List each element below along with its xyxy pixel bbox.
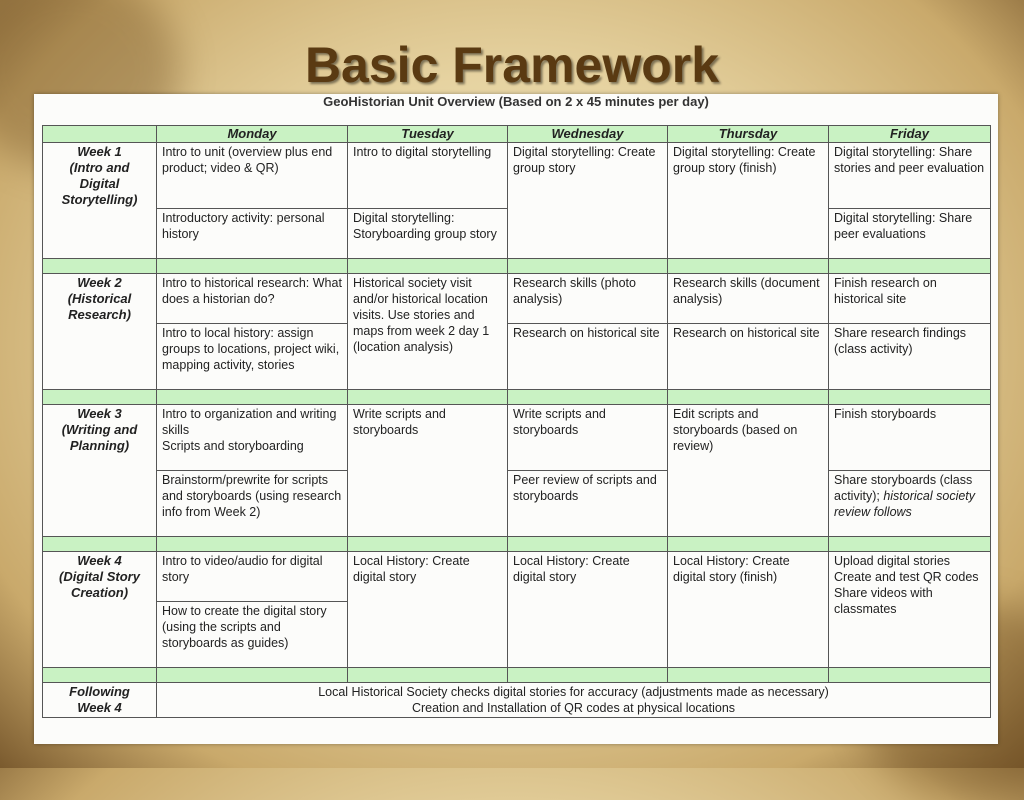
day-header: Friday [829, 126, 991, 143]
week-label: Week 2 (Historical Research) [43, 274, 157, 390]
cell: Research skills (document analysis) [668, 274, 829, 324]
cell: Write scripts and storyboards [348, 405, 508, 537]
cell: How to create the digital story (using the scripts and storyboards as guides) [157, 602, 348, 668]
cell: Finish storyboards [829, 405, 991, 471]
cell: Local History: Create digital story [508, 552, 668, 668]
cell: Finish research on historical site [829, 274, 991, 324]
week2-row-a [43, 274, 991, 324]
cell: Local History: Create digital story [348, 552, 508, 668]
cell: Digital storytelling: Create group story (finish) [668, 143, 829, 259]
cell: Intro to digital storytelling [348, 143, 508, 209]
header-row [43, 126, 991, 143]
cell: Intro to organization and writing skills Scripts and storyboarding [157, 405, 348, 471]
week-label: Following Week 4 [43, 683, 157, 718]
cell: Intro to local history: assign groups to locations, project wiki, mapping activity, stories [157, 324, 348, 390]
week-label: Week 3 (Writing and Planning) [43, 405, 157, 537]
cell: Digital storytelling: Share peer evaluations [829, 209, 991, 259]
cell: Share research findings (class activity) [829, 324, 991, 390]
day-header: Thursday [668, 126, 829, 143]
cell: Write scripts and storyboards [508, 405, 668, 471]
cell: Local History: Create digital story (finish) [668, 552, 829, 668]
table-title: GeoHistorian Unit Overview (Based on 2 x 45 minutes per day) [323, 94, 709, 109]
spacer-row [43, 537, 991, 552]
cell: Research skills (photo analysis) [508, 274, 668, 324]
cell: Share storyboards (class activity); historical society review follows [829, 471, 991, 537]
schedule-table [42, 125, 991, 718]
cell: Intro to video/audio for digital story [157, 552, 348, 602]
cell: Historical society visit and/or historical location visits. Use stories and maps from week 2 day 1 (location analysis) [348, 274, 508, 390]
following-row [43, 683, 991, 718]
cell: Digital storytelling: Create group story [508, 143, 668, 259]
slide-title: Basic Framework [304, 37, 720, 93]
spacer-row [43, 390, 991, 405]
schedule-sheet [34, 94, 998, 744]
week1-row-a [43, 143, 991, 209]
following-cell: Local Historical Society checks digital stories for accuracy (adjustments made as necessary) Creation and Installation of QR codes at physical locations [157, 683, 991, 718]
cell: Intro to unit (overview plus end product; video & QR) [157, 143, 348, 209]
cell: Digital storytelling: Share stories and peer evaluation [829, 143, 991, 209]
spacer-row [43, 259, 991, 274]
week4-row-a [43, 552, 991, 602]
cell: Peer review of scripts and storyboards [508, 471, 668, 537]
week3-row-a [43, 405, 991, 471]
cell: Research on historical site [508, 324, 668, 390]
day-header: Monday [157, 126, 348, 143]
cell: Intro to historical research: What does a historian do? [157, 274, 348, 324]
cell: Digital storytelling: Storyboarding group story [348, 209, 508, 259]
week-label: Week 1 (Intro and Digital Storytelling) [43, 143, 157, 259]
week3-row-b [43, 471, 991, 537]
cell: Edit scripts and storyboards (based on review) [668, 405, 829, 537]
spacer-row [43, 668, 991, 683]
week2-row-b [43, 324, 991, 390]
cell: Upload digital stories Create and test QR codes Share videos with classmates [829, 552, 991, 668]
cell: Research on historical site [668, 324, 829, 390]
cell: Introductory activity: personal history [157, 209, 348, 259]
week-label: Week 4 (Digital Story Creation) [43, 552, 157, 668]
day-header: Wednesday [508, 126, 668, 143]
corner-cell [43, 126, 157, 143]
cell: Brainstorm/prewrite for scripts and storyboards (using research info from Week 2) [157, 471, 348, 537]
day-header: Tuesday [348, 126, 508, 143]
